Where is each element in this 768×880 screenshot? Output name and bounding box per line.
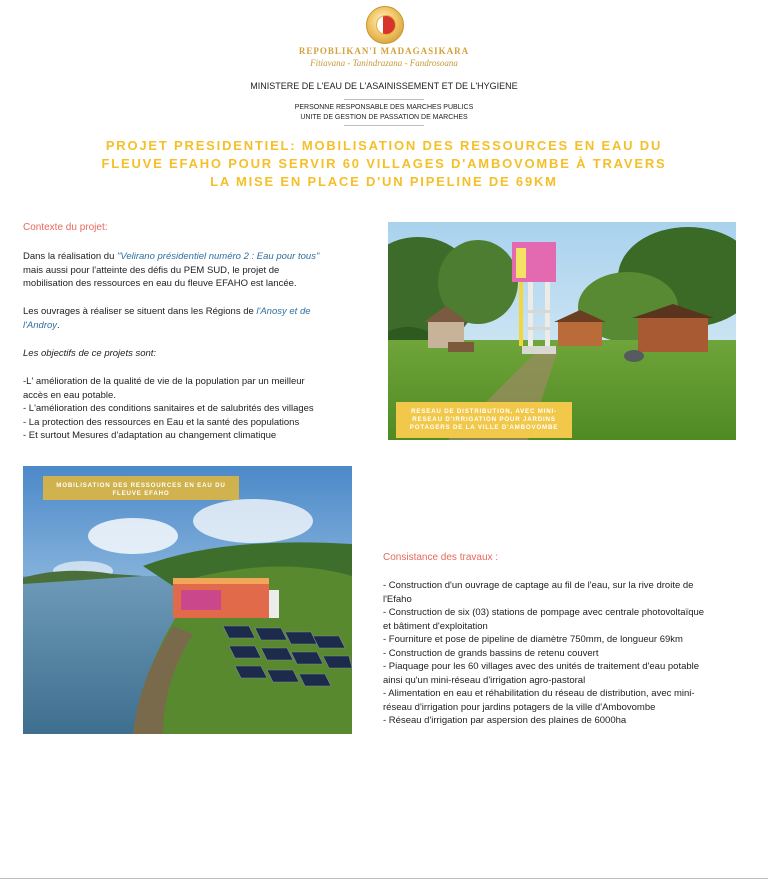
river-station-illustration (23, 466, 352, 734)
p1-text-c: mobilisation des ressources en eau du fleuve EFAHO est lancée. (23, 278, 297, 289)
national-motto: Fitiavana - Tanindrazana - Fandrosoana (310, 58, 458, 68)
photo1-caption: RESEAU DE DISTRIBUTION, AVEC MINI-RESEAU D'IRRIGATION POUR JARDINS POTAGERS DE LA VILLE D'AMBOVOMBE (396, 402, 572, 438)
prmp-label: PERSONNE RESPONSABLE DES MARCHES PUBLICS (294, 104, 474, 111)
river-station-render (23, 466, 352, 734)
velirano-link[interactable]: "Velirano présidentiel numéro 2 : Eau pour tous" (117, 251, 320, 262)
title-line-2: FLEUVE EFAHO POUR SERVIR 60 VILLAGES D'AMBOVOMBE À TRAVERS (101, 156, 667, 171)
works-line: - Piaquage pour les 60 villages avec des unités de traitement d'eau potable (383, 661, 700, 672)
objective-line: - Et surtout Mesures d'adaptation au changement climatique (23, 430, 277, 441)
androy-link[interactable]: l'Androy (23, 319, 58, 331)
works-line: réseau d'irrigation pour jardins potagers de la ville d'Ambovombe (383, 701, 656, 713)
objectives-heading: Les objectifs de ce projets sont: (23, 348, 157, 359)
works-line: - Fourniture et pose de pipeline de diamètre 750mm, de longueur 69km (383, 634, 683, 645)
consistance-heading: Consistance des travaux : (383, 552, 499, 563)
objective-line: accès en eau potable. (23, 389, 116, 401)
contexte-paragraph-1 (23, 250, 363, 291)
objective-line: - La protection des ressources en Eau et la santé des populations (23, 416, 300, 428)
works-line: - Construction de grands bassins de retenu couvert (383, 647, 599, 659)
contexte-paragraph-2 (23, 305, 363, 332)
anosy-link[interactable]: l'Anosy et de (256, 306, 311, 317)
separator-dots: ---------------------------------------- (344, 97, 424, 103)
republic-name: REPOBLIKAN'I MADAGASIKARA (298, 46, 470, 56)
works-line: et bâtiment d'exploitation (383, 620, 488, 632)
consistance-list (383, 579, 743, 728)
p2-end: . (57, 319, 60, 331)
works-line: - Alimentation en eau et réhabilitation du réseau de distribution, avec mini- (383, 688, 695, 699)
p1-text-a: Dans la réalisation du (23, 251, 117, 262)
national-seal-icon (366, 6, 404, 44)
objective-line: -L' amélioration de la qualité de vie de la population par un meilleur (23, 376, 305, 387)
title-line-3: LA MISE EN PLACE D'UN PIPELINE DE 69KM (210, 174, 558, 189)
seal-emblem-icon (376, 15, 396, 35)
photo2-caption: MOBILISATION DES RESSOURCES EN EAU DU FLEUVE EFAHO (43, 476, 239, 500)
title-line-1: PROJET PRESIDENTIEL: MOBILISATION DES RESSOURCES EN EAU DU (105, 138, 663, 153)
project-title (60, 137, 708, 191)
works-line: l'Efaho (383, 593, 412, 605)
p1-text-b: mais aussi pour l'atteinte des défis du PEM SUD, le projet de (23, 264, 280, 276)
works-line: - Réseau d'irrigation par aspersion des plaines de 6000ha (383, 715, 627, 726)
objective-line: - L'amélioration des conditions sanitaires et de salubrités des villages (23, 403, 314, 414)
works-line: - Construction d'un ouvrage de captage au fil de l'eau, sur la rive droite de (383, 580, 694, 591)
works-line: - Construction de six (03) stations de pompage avec centrale photovoltaïque (383, 607, 705, 618)
page-bottom-rule (0, 878, 768, 879)
ugpm-label: UNITE DE GESTION DE PASSATION DE MARCHES (300, 114, 468, 121)
contexte-heading: Contexte du projet: (23, 222, 108, 233)
separator-dots-2: ---------------------------------------- (344, 123, 424, 129)
ministry-name: MINISTERE DE L'EAU DE L'ASAINISSEMENT ET DE L'HYGIENE (250, 81, 518, 91)
works-line: ainsi qu'un mini-réseau d'irrigation agro-pastoral (383, 674, 586, 686)
water-tower-render (388, 222, 736, 440)
objectives-list (23, 375, 368, 443)
p2-text-a: Les ouvrages à réaliser se situent dans les Régions de (23, 306, 257, 317)
